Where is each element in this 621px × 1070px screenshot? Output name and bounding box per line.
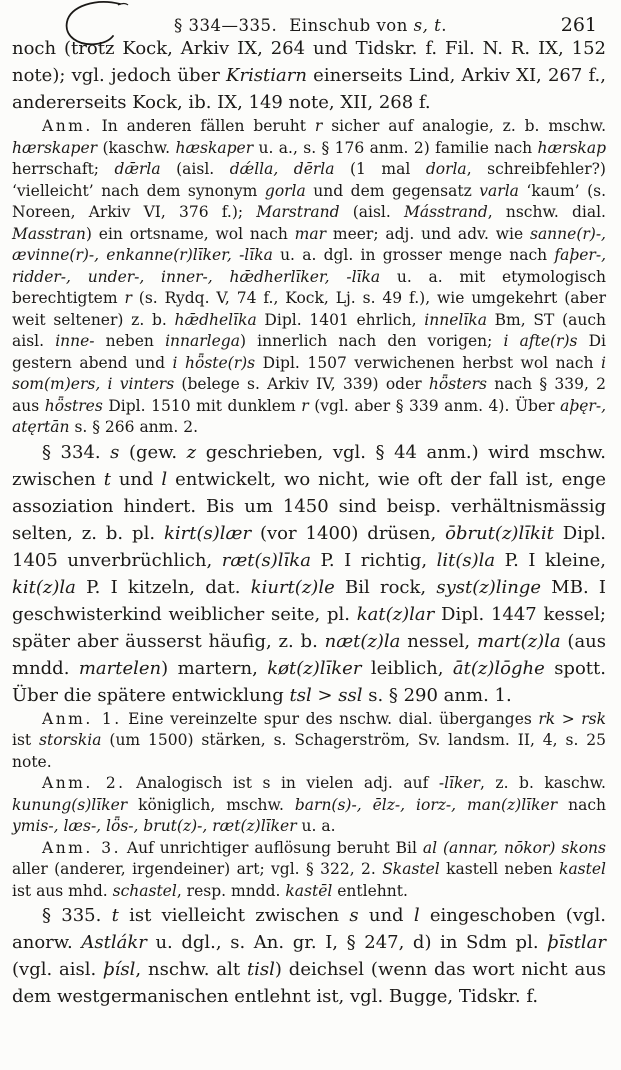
text-segment: In anderen fällen beruht (92, 117, 315, 135)
text-segment-italic: næt(z)la (324, 630, 401, 652)
text-segment-italic: innelīka (424, 310, 487, 329)
text-segment: , resp. mndd. (176, 881, 286, 900)
text-segment: ‘kaum’ (s. Noreen, Arkiv VI, 376 f.); (12, 181, 607, 221)
text-segment: Anm. 2. (42, 774, 126, 792)
text-segment-italic: dǽlla, dērla (229, 160, 335, 178)
text-segment: ) deichsel (wenn das wort nicht aus dem westgermanischen entlehnt ist, vgl. Bugge, Tidskr. f. (12, 959, 607, 1007)
text-segment: (s. Rydq. V, 74 f., Kock, Lj. s. 49 f.), wie umgekehrt (aber weit seltener) z. b. (12, 289, 606, 329)
text-segment-italic: l (413, 905, 420, 926)
text-segment-italic: ræt(s)līka (221, 549, 311, 571)
text-segment: (um 1500) stärken, s. Schagerström, Sv. landsm. II, 4, s. 25 note. (12, 731, 606, 771)
running-title-prefix: Einschub von (289, 16, 414, 35)
section-range: § 334—335. (174, 16, 278, 35)
text-segment: s. § 290 anm. 1. (362, 684, 512, 706)
anm-3 (12, 838, 606, 903)
text-segment-italic: hærskap (537, 138, 606, 157)
text-segment-italic: -līker (438, 774, 480, 792)
text-segment-italic: s (110, 441, 120, 463)
text-segment: u. a. dgl. in grosser menge nach (272, 246, 555, 264)
text-segment: u. a. (296, 817, 336, 835)
text-segment-italic: schastel (112, 881, 177, 900)
page-number: 261 (560, 14, 597, 36)
text-segment: MB. I geschwisterkind weiblicher seite, pl. (12, 576, 607, 625)
text-segment: eingeschoben (vgl. anorw. (12, 905, 607, 953)
text-segment-italic: aþęr-, atęrtān (12, 396, 607, 436)
text-segment-italic: āt(z)lōghe (452, 657, 545, 679)
text-segment: Dipl. 1401 ehrlich, (256, 310, 425, 329)
text-segment: Eine vereinzelte spur des nschw. dial. überganges (121, 709, 539, 728)
text-segment-italic: martelen (78, 657, 162, 679)
paragraph-334 (12, 439, 606, 709)
text-segment: Anm. 1. (42, 709, 122, 728)
text-segment: Anm. (42, 117, 93, 135)
running-title-suffix: . (441, 16, 447, 35)
text-segment-italic: r (301, 396, 309, 415)
text-segment: nach § 339, 2 aus (12, 375, 606, 415)
text-segment: Anm. 3. (42, 838, 122, 857)
text-segment: Bm, ST (auch aisl. (12, 310, 607, 350)
text-segment: (1 mal (334, 160, 426, 178)
text-segment-italic: kiurt(z)le (250, 576, 335, 598)
text-column (0, 35, 621, 1010)
text-segment: , nschw. alt (135, 959, 247, 980)
anm-2 (12, 773, 606, 838)
text-segment: s. § 266 anm. 2. (69, 418, 199, 436)
paragraph-continuation (12, 35, 606, 116)
text-segment-italic: syst(z)linge (436, 576, 542, 598)
text-segment-italic: kirt(s)lær (163, 522, 252, 544)
text-segment: und (358, 905, 414, 926)
text-segment: (aisl. (339, 203, 404, 221)
text-segment: herrschaft; (12, 160, 115, 178)
text-segment: , z. b. kaschw. (479, 774, 606, 792)
text-segment-italic: z (186, 441, 197, 463)
text-segment: ist (12, 731, 40, 749)
text-segment-italic: t (111, 905, 119, 926)
text-segment-italic: s (349, 905, 359, 926)
text-segment-italic: kit(z)la (12, 576, 76, 598)
anm-1 (12, 709, 606, 774)
text-segment-italic: i afte(r)s (503, 332, 578, 350)
text-segment-italic: al (annar, nōkor) skons (422, 838, 606, 857)
text-segment-italic: mart(z)la (476, 630, 561, 652)
text-segment: einerseits Lind, Arkiv XI, 267 f., andererseits Kock, ib. IX, 149 note, XII, 268 f. (12, 65, 606, 113)
text-segment-italic: kastēl (285, 881, 333, 900)
text-segment: , schreibfehler?) ‘vielleicht’ nach dem synonym (12, 160, 606, 200)
text-segment-italic: faþer-, ridder-, under-, inner-, hǣdherlīker, -līka (12, 246, 606, 286)
text-segment-italic: hȫsters (428, 375, 487, 393)
text-segment: ) ein ortsname, wol nach (85, 224, 295, 243)
text-segment-italic: tsl > ssl (289, 684, 363, 706)
text-segment-italic: sanne(r)-, ævinne(r)-, enkanne(r)līker, -līka (12, 224, 606, 264)
text-segment: ist aus mhd. (12, 881, 113, 900)
text-segment-italic: varla (479, 181, 519, 200)
text-segment: (vgl. aber § 339 anm. 4). Über (308, 396, 561, 415)
text-segment: (vor 1400) drüsen, (251, 522, 446, 544)
text-segment: ist vielleicht zwischen (118, 905, 350, 926)
text-segment: (gew. (119, 441, 187, 463)
text-segment-italic: tisl (246, 959, 275, 980)
text-segment-italic: kat(z)lar (356, 603, 435, 625)
text-segment: P. I kleine, (495, 549, 606, 571)
text-segment: (aus mndd. (12, 630, 607, 679)
text-segment: u. dgl., s. An. gr. I, § 247, d) in Sdm pl. (146, 932, 548, 953)
text-segment: nach (557, 795, 606, 814)
text-segment: Dipl. 1510 mit dunklem (102, 396, 302, 415)
text-segment-italic: køt(z)līker (267, 657, 362, 679)
text-segment: entlehnt. (332, 881, 408, 900)
text-segment-italic: hǣdhelīka (174, 310, 257, 329)
text-segment-italic: dorla (425, 160, 467, 178)
text-segment-italic: r (124, 289, 132, 307)
text-segment-italic: lit(s)la (436, 549, 496, 571)
text-segment: (kaschw. (97, 138, 176, 157)
text-segment: und (110, 468, 162, 490)
text-segment-italic: ymis-, læs-, lȫs-, brut(z)-, ræt(z)līker (12, 817, 297, 835)
text-segment: meer; adj. und adv. wie (326, 224, 530, 243)
text-segment: königlich, mschw. (127, 795, 295, 814)
text-segment: u. a., s. § 176 anm. 2) familie nach (253, 138, 538, 157)
text-segment-italic: ōbrut(z)līkit (445, 522, 554, 544)
text-segment-italic: storskia (39, 731, 102, 749)
text-segment: sicher auf analogie, z. b. mschw. (322, 117, 607, 135)
text-segment: ) innerlich nach den vorigen; (239, 332, 504, 350)
text-segment-italic: Marstrand (256, 203, 340, 221)
text-segment: P. I kitzeln, dat. (75, 576, 251, 598)
text-segment: § 335. (42, 905, 112, 926)
text-segment: P. I richtig, (310, 549, 437, 571)
text-segment-italic: inne- (55, 332, 95, 350)
text-segment-italic: barn(s)-, ēlz-, iorz-, man(z)līker (294, 795, 558, 814)
text-segment-italic: Astlákr (81, 932, 147, 953)
anm-block (12, 116, 606, 439)
text-segment: (belege s. Arkiv IV, 339) oder (174, 375, 429, 393)
text-segment: und dem gegensatz (305, 181, 480, 200)
text-segment-italic: Masstran (12, 224, 86, 243)
text-segment-italic: i hȫste(r)s (172, 353, 256, 372)
text-segment: noch (trotz Kock, Arkiv IX, 264 und Tidskr. f. Fil. N. R. IX, 152 note); vgl. jedoch über (12, 38, 606, 86)
paragraph-335 (12, 902, 606, 1010)
text-segment: Di gestern abend und (12, 332, 606, 372)
text-segment-italic: hȫstres (44, 396, 103, 415)
text-segment: entwickelt, wo nicht, wie oft der fall ist, enge assoziation hindert. Bis um 1450 sind beisp. verhältnismässig selten, z. b. pl. (12, 468, 606, 544)
text-segment: u. a. mit etymologisch berechtigtem (12, 267, 606, 307)
text-segment-italic: dǣrla (114, 160, 161, 178)
text-segment: (aisl. (160, 160, 230, 178)
text-segment-italic: i som(m)ers, i vinters (12, 353, 607, 393)
text-segment-italic: kunung(s)līker (12, 795, 128, 814)
running-title-italic: s, t (413, 16, 442, 35)
text-segment-italic: hærskaper (12, 138, 98, 157)
text-segment: Analogisch ist s in vielen adj. auf (125, 774, 439, 792)
text-segment-italic: rk > rsk (538, 709, 606, 728)
text-segment: (vgl. aisl. (12, 959, 104, 980)
text-segment-italic: t (103, 468, 111, 490)
text-segment-italic: gorla (264, 181, 306, 200)
text-segment: aller (anderer, irgendeiner) art; vgl. § 322, 2. (12, 860, 383, 878)
text-segment-italic: hæskaper (175, 138, 254, 157)
text-segment-italic: Kristiarn (226, 65, 307, 86)
text-segment: spott. Über die spätere entwicklung (12, 657, 606, 706)
text-segment-italic: l (161, 468, 168, 490)
text-segment-italic: þísl (103, 959, 136, 980)
text-segment: § 334. (42, 441, 111, 463)
text-segment: ) martern, (161, 657, 268, 679)
text-segment: Dipl. 1507 verwichenen herbst wol nach (255, 353, 602, 372)
text-segment: Dipl. 1405 unverbrüchlich, (12, 522, 606, 571)
text-segment-italic: kastel (559, 860, 606, 878)
text-segment: Dipl. 1447 kessel; später aber äusserst häufig, z. b. (12, 603, 606, 652)
text-segment: kastell neben (439, 860, 560, 878)
text-segment-italic: r (314, 117, 323, 135)
text-segment: neben (94, 332, 166, 350)
text-segment: , nschw. dial. (487, 203, 606, 221)
text-segment-italic: Másstrand (403, 203, 488, 221)
text-segment: Bil rock, (334, 576, 437, 598)
text-segment-italic: mar (294, 224, 327, 243)
text-segment: nessel, (400, 630, 477, 652)
text-segment-italic: þīstlar (547, 932, 607, 953)
text-segment: Auf unrichtiger auflösung beruht Bil (121, 838, 423, 857)
text-segment-italic: Skastel (382, 860, 440, 878)
text-segment: geschrieben, vgl. § 44 anm.) wird mschw. zwischen (12, 441, 606, 490)
text-segment-italic: innarlega (165, 332, 240, 350)
running-header (0, 0, 621, 35)
text-segment: leiblich, (361, 657, 453, 679)
